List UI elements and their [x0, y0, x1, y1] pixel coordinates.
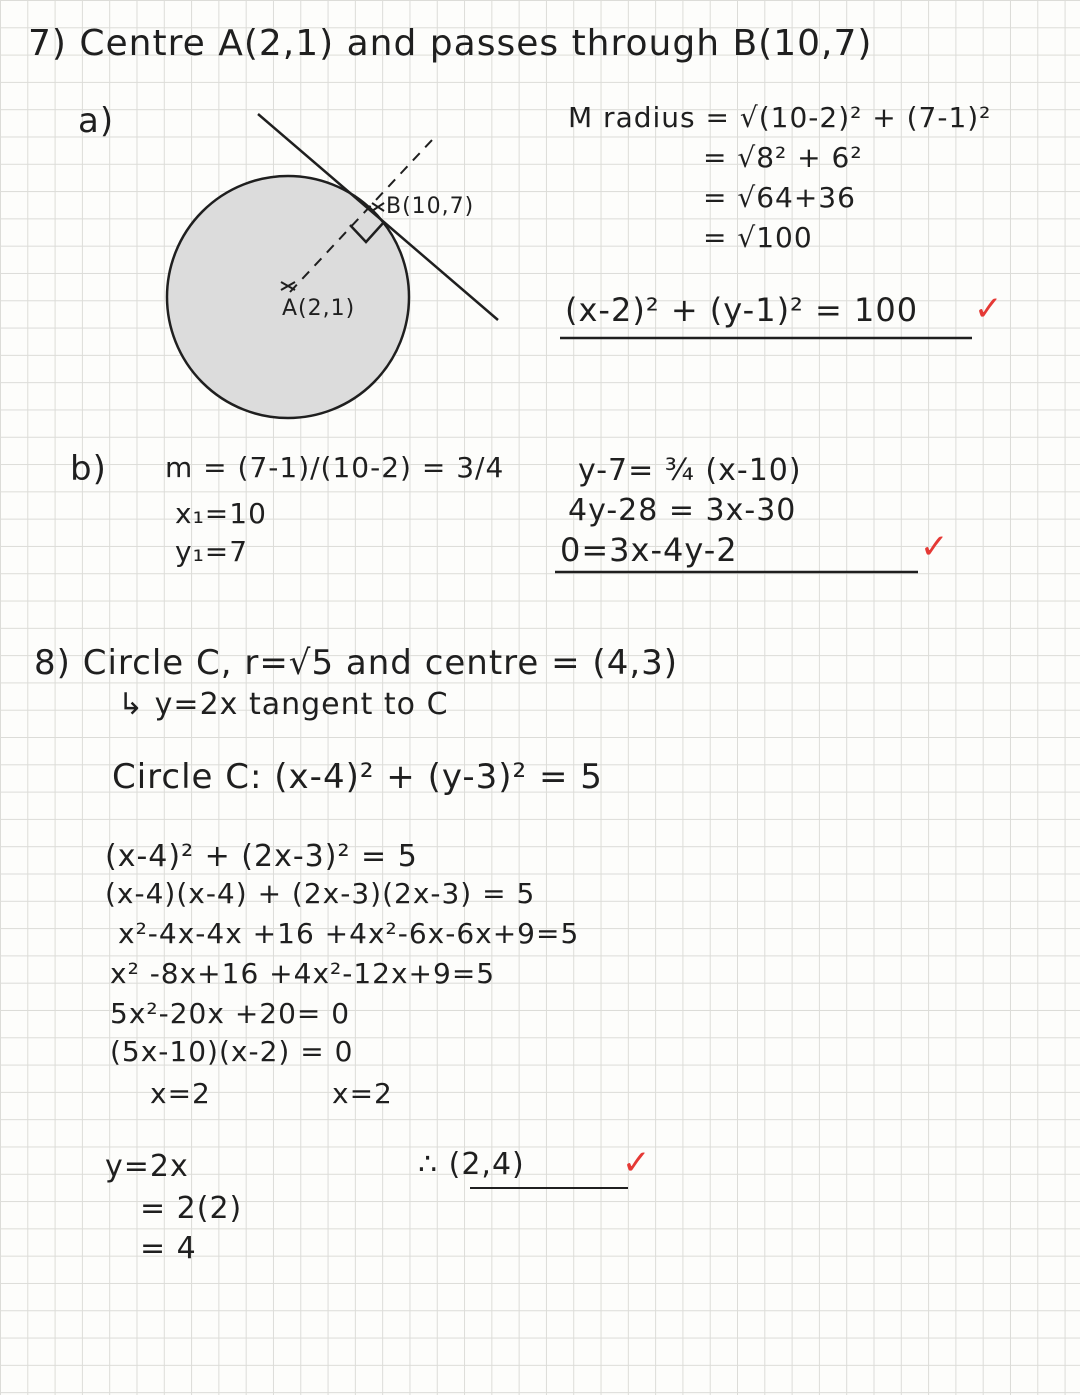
q8-heading: 8) Circle C, r=√5 and centre = (4,3): [34, 643, 679, 683]
radius-line-2: = √8² + 6²: [703, 141, 863, 174]
q7-part-a-label: a): [78, 101, 115, 141]
check-mark-icon: ✓: [974, 289, 1004, 329]
x1-value: x₁=10: [175, 497, 267, 530]
q8-subheading: ↳ y=2x tangent to C: [118, 687, 449, 722]
working-line-5: 5x²-20x +20= 0: [110, 997, 351, 1030]
radius-line-3: = √64+36: [703, 181, 856, 214]
circle-equation: (x-2)² + (y-1)² = 100: [565, 291, 919, 329]
y-substitution-1: y=2x: [105, 1149, 189, 1184]
working-line-3: x²-4x-4x +16 +4x²-6x-6x+9=5: [118, 917, 580, 950]
radius-line-1: M radius = √(10-2)² + (7-1)²: [568, 101, 992, 134]
working-line-1: (x-4)² + (2x-3)² = 5: [105, 839, 418, 874]
point-b-label: B(10,7): [386, 194, 475, 219]
gradient-line: m = (7-1)/(10-2) = 3/4: [165, 451, 505, 484]
line-step-2: 4y-28 = 3x-30: [568, 493, 797, 528]
circle-c-equation: Circle C: (x-4)² + (y-3)² = 5: [112, 757, 603, 797]
final-answer: ∴ (2,4): [418, 1147, 525, 1182]
y-substitution-3: = 4: [140, 1231, 197, 1266]
check-mark-icon: ✓: [622, 1143, 652, 1183]
x-solution-2: x=2: [332, 1077, 393, 1110]
y1-value: y₁=7: [175, 535, 249, 568]
q7-heading: 7) Centre A(2,1) and passes through B(10,7): [28, 23, 873, 64]
q7-part-b-label: b): [70, 449, 107, 489]
line-step-1: y-7= ¾ (x-10): [578, 453, 802, 488]
working-line-6: (5x-10)(x-2) = 0: [110, 1035, 354, 1068]
working-line-2: (x-4)(x-4) + (2x-3)(2x-3) = 5: [105, 877, 536, 910]
working-line-4: x² -8x+16 +4x²-12x+9=5: [110, 957, 496, 990]
line-equation-result: 0=3x-4y-2: [560, 531, 738, 569]
radius-line-4: = √100: [703, 221, 813, 254]
check-mark-icon: ✓: [920, 527, 950, 567]
x-solution-1: x=2: [150, 1077, 211, 1110]
y-substitution-2: = 2(2): [140, 1191, 243, 1226]
point-a-label: A(2,1): [282, 296, 356, 321]
